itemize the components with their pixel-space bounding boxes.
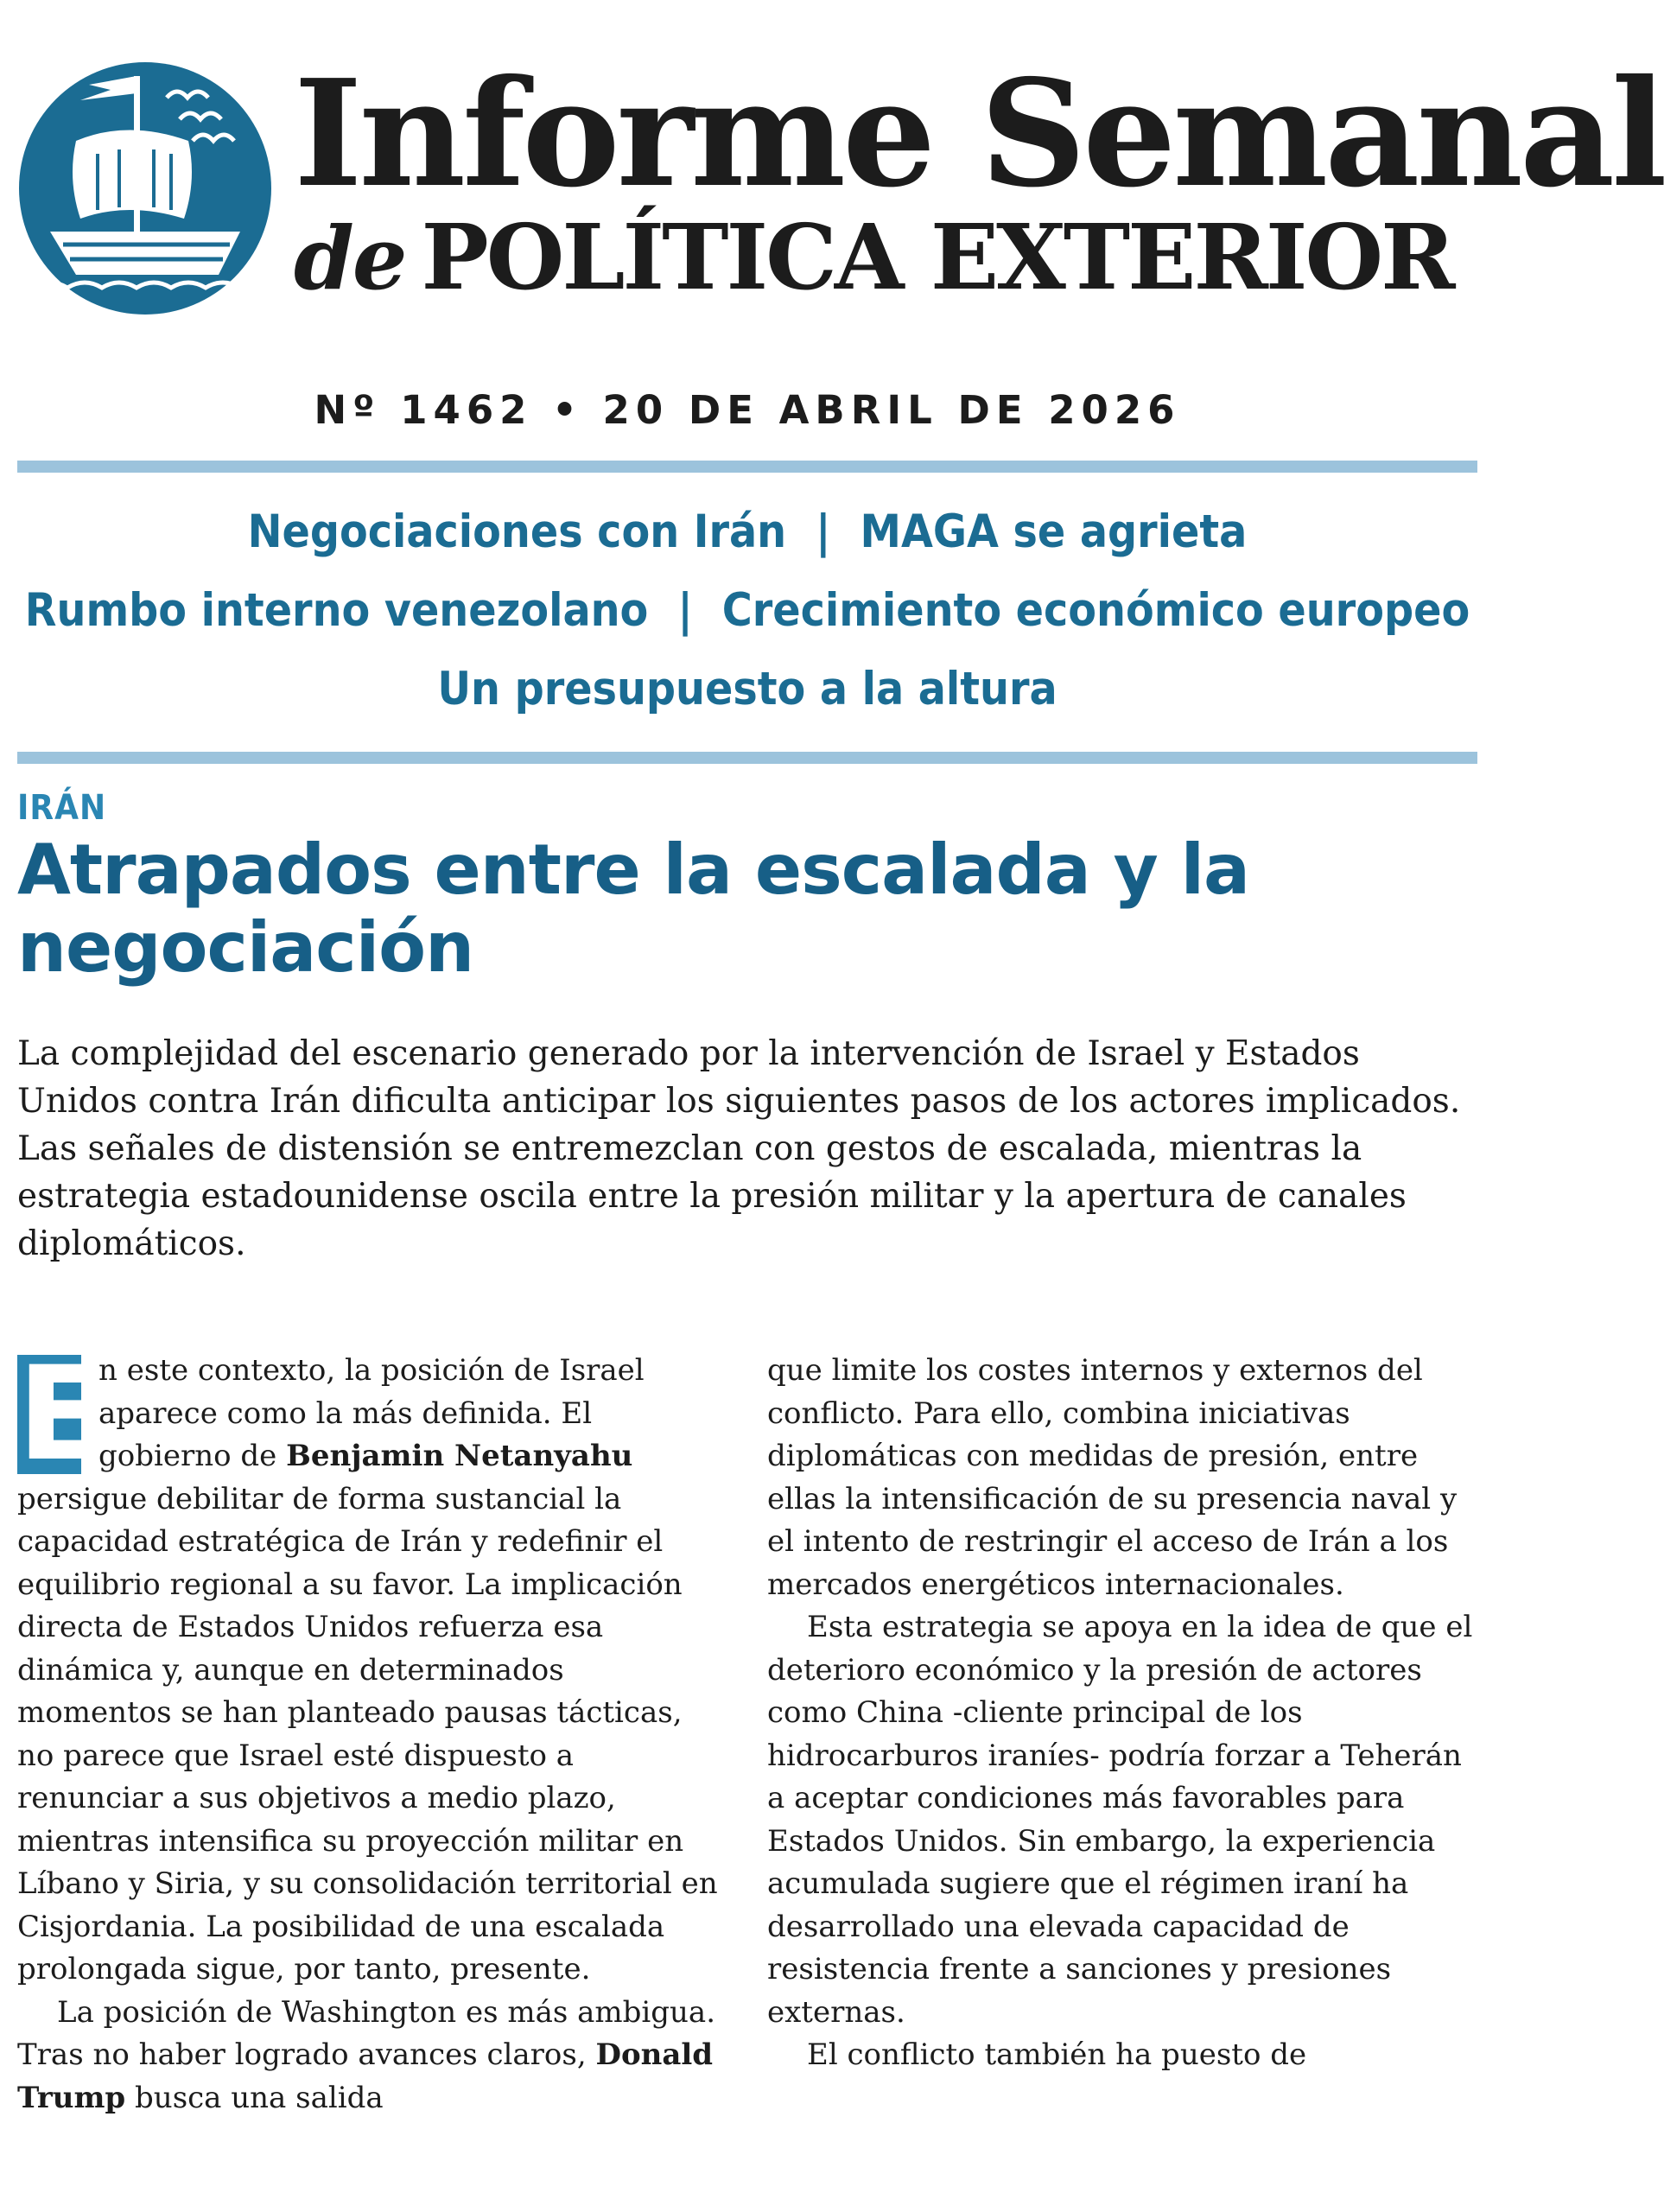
- teaser-item[interactable]: Un presupuesto a la altura: [437, 663, 1057, 715]
- teaser-line-3: [0, 650, 1495, 728]
- paragraph: que limite los costes internos y externos del conflicto. Para ello, combina iniciativas diplomáticas con medidas de presión, entre ellas la intensificación de su presencia naval y el intento de restringir el acceso de Irán a los mercados energéticos internacionales.: [767, 1353, 1458, 1602]
- paragraph: El conflicto también ha puesto de: [807, 2037, 1307, 2072]
- teaser-item[interactable]: MAGA se agrieta: [860, 505, 1248, 558]
- teaser-line-1: [0, 493, 1495, 571]
- text-run: n este contexto, la posición de Israel aparece como la más definida. El gobierno de: [98, 1353, 645, 1473]
- teaser-item[interactable]: Negociaciones con Irán: [247, 505, 787, 558]
- paragraph: Esta estrategia se apoya en la idea de que el deterioro económico y la presión de actores como China -cliente principal de los hidrocarburos iraníes- podría forzar a Teherán a aceptar condiciones más favorables para Estados Unidos. Sin embargo, la experiencia acumulada sugiere que el régimen iraní ha desarrollado una elevada capacidad de resistencia frente a sanciones y presiones externas.: [767, 1610, 1473, 2030]
- teaser-separator: |: [816, 505, 831, 558]
- text-run: busca una salida: [125, 2080, 384, 2115]
- article-headline: Atrapados entre la escalada y la negociación: [17, 830, 1250, 988]
- subtitle-prefix: de: [294, 207, 406, 309]
- issue-number-date: Nº 1462 • 20 DE ABRIL DE 2026: [314, 387, 1181, 433]
- drop-cap: E: [17, 1339, 106, 1490]
- text-run: persigue debilitar de forma sustancial la capacidad estratégica de Irán y redefinir el equilibrio regional a su favor. La implicación directa de Estados Unidos refuerza esa dinámica y, aunque en determinados momentos se han planteado pausas tácticas, no parece que Israel esté dispuesto a renunciar a sus objetivos a medio plazo, mientras intensifica su proyección militar en Líbano y Siria, y su consolidación territorial en Cisjordania. La posibilidad de una escalada prolongada sigue, por tanto, presente.: [17, 1481, 718, 1986]
- person-name: Benjamin Netanyahu: [286, 1439, 633, 1473]
- divider-bottom: [17, 752, 1477, 764]
- divider-top: [17, 461, 1477, 473]
- article-column-right: [767, 1350, 1477, 2077]
- teaser-line-2: [0, 571, 1495, 650]
- person-name: Donald Trump: [17, 2037, 714, 2115]
- publication-title: Informe Semanal: [294, 48, 1664, 220]
- teaser-item[interactable]: Rumbo interno venezolano: [24, 584, 649, 637]
- sailing-ship-emblem-icon: [16, 59, 275, 318]
- subtitle-main: POLÍTICA EXTERIOR: [421, 204, 1453, 310]
- section-label: IRÁN: [17, 788, 107, 828]
- masthead: [0, 0, 1664, 346]
- teaser-item[interactable]: Crecimiento económico europeo: [721, 584, 1470, 637]
- teaser-separator: |: [677, 584, 693, 637]
- paragraph: [17, 1339, 719, 1992]
- article-lead: La complejidad del escenario generado por la intervención de Israel y Estados Unidos contra Irán dificulta anticipar los siguientes pasos de los actores implicados. Las señales de distensión se entremezclan con gestos de escalada, mientras la estrategia estadounidense oscila entre la presión militar y la apertura de canales diplomáticos.: [17, 1034, 1461, 1263]
- publication-subtitle: [294, 204, 1453, 310]
- article-column-left: [17, 1339, 719, 2120]
- text-run: La posición de Washington es más ambigua. Tras no haber logrado avances claros,: [17, 1994, 716, 2072]
- teaser-index: [0, 493, 1495, 728]
- paragraph: [17, 1992, 719, 2120]
